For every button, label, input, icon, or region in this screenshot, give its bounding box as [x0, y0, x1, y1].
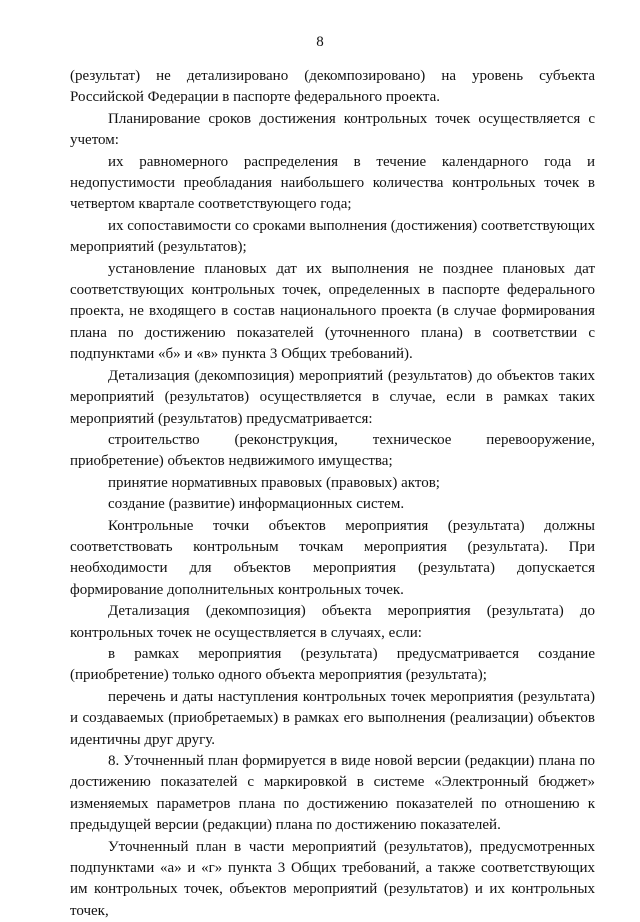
paragraph-planned-dates: установление плановых дат их выполнения не позднее плановых дат соответствующих контрольных точек, определенных в паспорте федерального проекта, не входящего в состав национального проекта (в случае формирования плана по достижению показателей (уточненного плана) в соответствии с подпунктами «б» и «в» пункта 3 Общих требований).	[70, 260, 595, 363]
paragraph-information-systems: создание (развитие) информационных систем.	[108, 496, 405, 513]
page-number: 8	[316, 34, 324, 50]
paragraph-1-continuation: (результат) не детализировано (декомпозировано) на уровень субъекта Российской Федерации в паспорте федерального проекта.	[70, 68, 595, 106]
paragraph-refined-plan: Уточненный план в части мероприятий (результатов), предусмотренных подпунктами «а» и «г» пункта 3 Общих требований, а также соответствующих им контрольных точек, объектов мероприятий (результатов) и их контрольных точек,	[70, 838, 595, 919]
paragraph-control-points: Контрольные точки объектов мероприятия (результата) должны соответствовать контрольным точкам мероприятия (результата). При необходимости для объектов мероприятия (результата) допускается формирование дополнительных контрольных точек.	[70, 517, 595, 598]
paragraph-even-distribution: их равномерного распределения в течение календарного года и недопустимости преобладания наибольшего количества контрольных точек в четвертом квартале соответствующего года;	[70, 153, 595, 213]
paragraph-single-object: в рамках мероприятия (результата) предусматривается создание (приобретение) только одного объекта мероприятия (результата);	[70, 645, 595, 684]
paragraph-planning-deadlines: Планирование сроков достижения контрольных точек осуществляется с учетом:	[70, 110, 595, 149]
paragraph-identical-dates: перечень и даты наступления контрольных точек мероприятия (результата) и создаваемых (приобретаемых) в рамках его выполнения (реализации) объектов идентичны друг другу.	[70, 688, 595, 748]
paragraph-comparability: их сопоставимости со сроками выполнения (достижения) соответствующих мероприятий (результатов);	[70, 217, 596, 256]
paragraph-detailing-events: Детализация (декомпозиция) мероприятий (результатов) до объектов таких мероприятий (результатов) осуществляется в случае, если в рамках таких мероприятий (результатов) предусматривается:	[70, 367, 595, 427]
paragraph-construction: строительство (реконструкция, техническое перевооружение, приобретение) объектов недвижимого имущества;	[70, 431, 595, 470]
document-body	[70, 66, 595, 922]
paragraph-object-detailing: Детализация (декомпозиция) объекта мероприятия (результата) до контрольных точек не осуществляется в случаях, если:	[70, 603, 595, 641]
paragraph-normative-acts: принятие нормативных правовых (правовых) актов;	[108, 474, 440, 491]
paragraph-section-8: 8. Уточненный план формируется в виде новой версии (редакции) плана по достижению показателей с маркировкой в системе «Электронный бюджет» изменяемых параметров плана по достижению показателей по отношению к предыдущей версии (редакции) плана по достижению показателей.	[70, 753, 595, 834]
